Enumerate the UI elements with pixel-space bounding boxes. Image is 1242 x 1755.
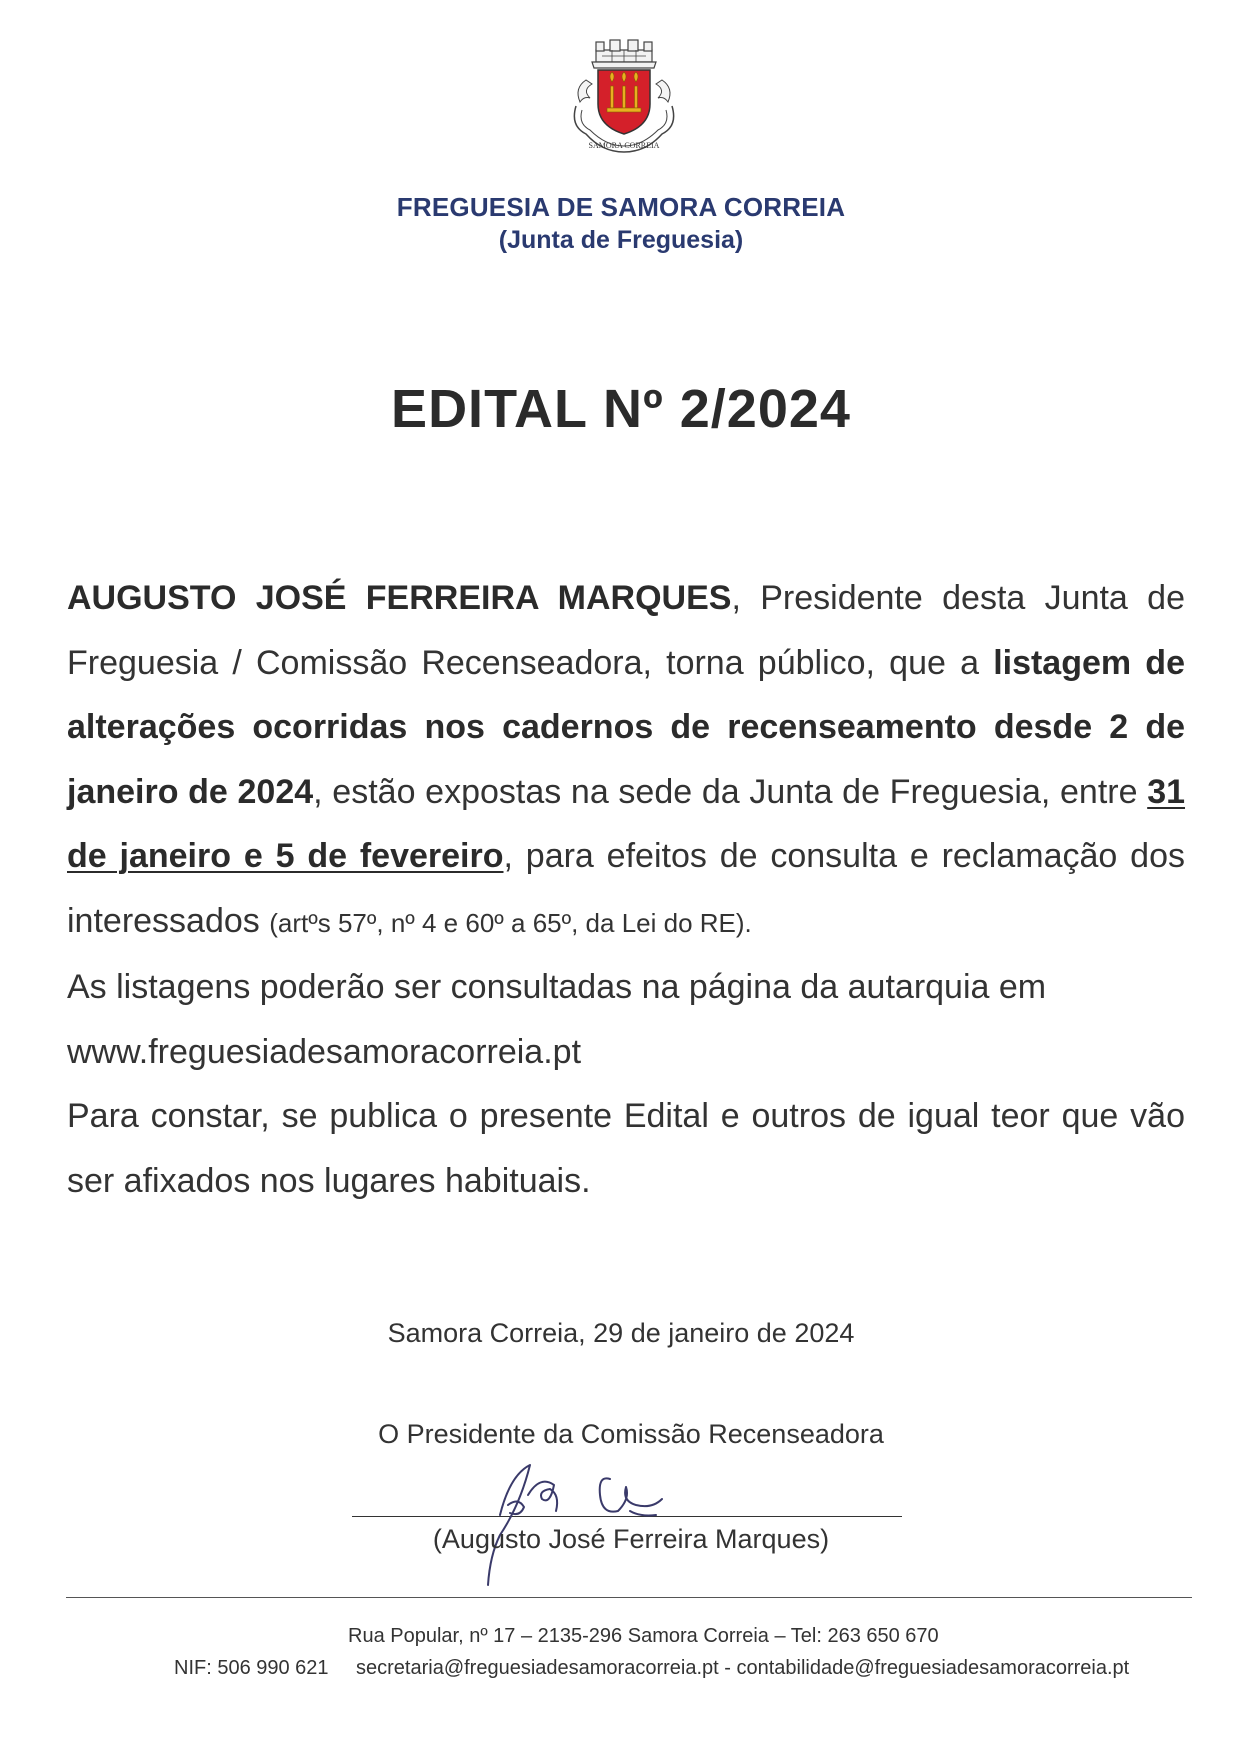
body-intro: , Presidente desta Junta de Freguesia / Comissão Recenseadora, torna público, que a <box>67 579 1185 682</box>
president-name: AUGUSTO JOSÉ FERREIRA MARQUES <box>67 579 732 617</box>
legal-reference: (artºs 57º, nº 4 e 60º a 65º, da Lei do RE). <box>269 907 752 938</box>
body-paragraph-2: As listagens poderão ser consultadas na página da autarquia em www.freguesiadesamoracorreia.pt <box>67 968 1047 1071</box>
edital-body <box>67 566 1185 1213</box>
body-paragraph-1 <box>67 566 1185 955</box>
signer-name: (Augusto José Ferreira Marques) <box>432 1524 830 1554</box>
coat-of-arms-logo <box>562 36 686 160</box>
footer-address: Rua Popular, nº 17 – 2135-296 Samora Correia – Tel: 263 650 670 <box>348 1625 939 1647</box>
parish-title: FREGUESIA DE SAMORA CORREIA <box>396 192 846 222</box>
edital-title: EDITAL Nº 2/2024 <box>391 379 851 439</box>
body-mid: , estão expostas na sede da Junta de Freguesia, entre <box>313 772 1148 811</box>
signer-role: O Presidente da Comissão Recenseadora <box>378 1419 884 1449</box>
exposure-period: 31 de janeiro e 5 de fevereiro <box>67 772 1186 875</box>
footer-nif: NIF: 506 990 621 <box>174 1657 329 1679</box>
parish-subtitle: (Junta de Freguesia) <box>498 226 744 254</box>
place-date: Samora Correia, 29 de janeiro de 2024 <box>387 1318 855 1348</box>
crest-motto: SAMORA CORREIA <box>588 141 660 150</box>
body-paragraph-3: Para constar, se publica o presente Edital e outros de igual teor que vão ser afixados nos lugares habituais. <box>67 1097 1185 1200</box>
listing-description: listagem de alterações ocorridas nos cadernos de recenseamento desde 2 de janeiro de 2024 <box>67 643 1185 811</box>
body-after-period: , para efeitos de consulta e reclamação dos interessados <box>67 837 1185 940</box>
footer-divider <box>66 1597 1192 1598</box>
footer-emails: secretaria@freguesiadesamoracorreia.pt - contabilidade@freguesiadesamoracorreia.pt <box>356 1657 1130 1679</box>
